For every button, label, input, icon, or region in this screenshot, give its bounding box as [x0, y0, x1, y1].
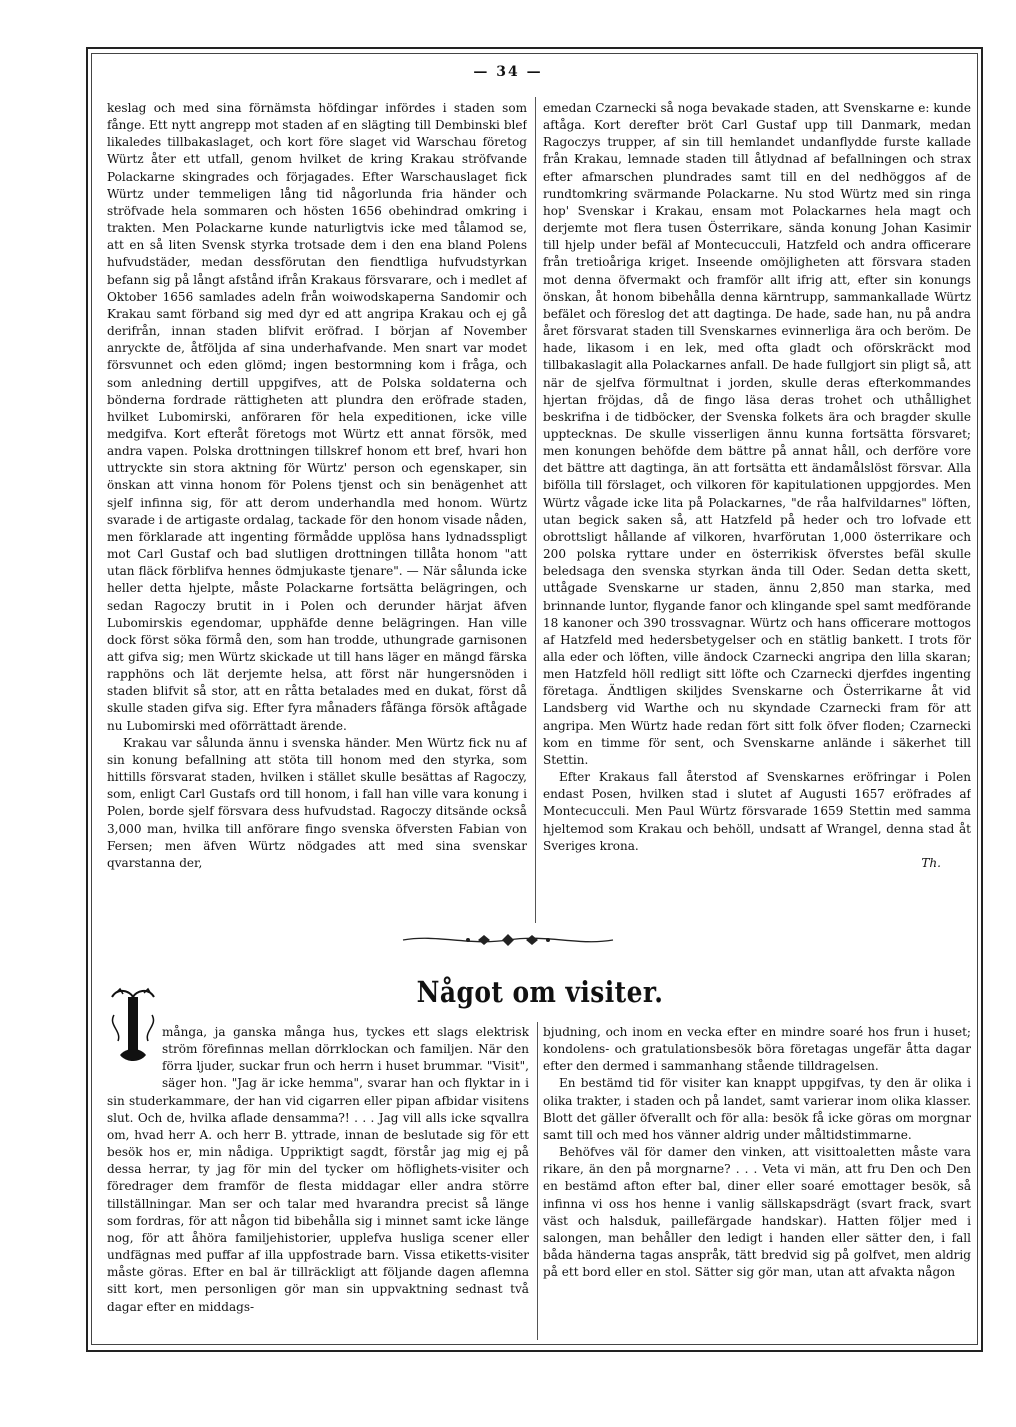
- article2-right-paragraph: En bestämd tid för visiter kan knappt uppgifvas, ty den är olika i olika trakter, i staden och på landet, samt varierar inom olika klasser. Blott det gäller öfverallt och för alla: besök få icke göras om morgnar samt till och med hos vänner aldrig under måltidstimmarne.: [543, 1076, 971, 1142]
- article1-left-paragraph: Krakau var sålunda ännu i svenska händer. Men Würtz fick nu af sin konung befallning att stöta till honom med den styrka, som hittills försvarat staden, hvilken i stället skulle besättas af Ragoczy, som, enligt Carl Gustafs ord till honom, i fall han ville vara konung i Polen, borde sjelf försvara dess hufvudstad. Ragoczy ditsände också 3,000 man, hvilka till anförare fingo svenska öfversten Fabian von Fersen; men äfven Würtz nödgades att med sina svenskar qvarstanna der,: [107, 735, 527, 870]
- article1-right-column: [543, 100, 971, 923]
- article1-left-paragraph: keslag och med sina förnämsta höfdingar infördes i staden som fånge. Ett nytt angrepp mot staden af en slägting till Dembinski blef likaledes tillbakaslaget, och kort före slaget vid Warschau företog Würtz åter ett utfall, genom hvilket de kring Krakau ströfvande Polackarne skingrades och förjagades. Efter Warschauslaget fick Würtz under temmeligen lång tid någorlunda fria händer och ströfvade hela sommaren och hösten 1656 obehindrad omkring i trakten. Men Polackarne kunde naturligtvis icke med tålamod se, att en så liten Svensk styrka trotsade dem i den ena bland Polens hufvudstäder, medan dessförutan den fiendtliga hufvudstyrkan befann sig på långt afstånd ifrån Krakaus försvarare, och i medlet af Oktober 1656 samlades adeln från woiwodskaperna Sandomir och Krakau samt förband sig med dyr ed att angripa Krakau och ej gå derifrån, innan staden blifvit eröfrad. I början af November anryckte de, åtföljda af sina underhafvande. Men snart var modet försvunnet och eden glömd; ingen bestormning kom i fråga, och som anledning dertill uppgifves, att de Polska soldaterna och bönderna fordrade rättigheten att plundra den eröfrade staden, hvilket Lubomirski, anföraren för hela expeditionen, icke ville medgifva. Kort efteråt företogs mot Würtz ett annat försök, med andra vapen. Polska drottningen tillskref honom ett bref, hvari hon uttryckte sin stora aktning för Würtz' person och egenskaper, sin önskan att vinna honom för Polens tjenst och sin benägenhet att sjelf infinna sig, för att derom underhandla med honom. Würtz svarade i de artigaste ordalag, tackade för den honom visade nåden, men förklarade att ingenting förmådde upplösa hans lydnadsspligt mot Carl Gustaf och bad slutligen drottningen tillåta honom "att utan fläck förblifva hennes ödmjukaste tjenare". — När sålunda icke heller detta hjelpte, måste Polackarne fortsätta belägringen, och sedan Ragoczy brutit in i Polen och derunder härjat äfven Lubomirskis egendomar, upphäfde denne belägringen. Han ville dock först söka förmå den, som han trodde, uthungrade garnisonen att gifva sig; men Würtz skickade ut till hans läger en mängd färska rapphöns och lät derjemte helsa, att först när hungersnöden i staden blifvit så stor, att en råtta betalades med en dukat, först då skulle staden gifva sig. Efter fyra månaders fåfänga försök aftågade nu Lubomirski med oförrättadt ärende.: [107, 101, 527, 733]
- article2-left-paragraph: många, ja ganska många hus, tyckes ett slags elektrisk ström förefinnas mellan dörrklockan och familjen. När den förra ljuder, suckar frun och herrn i huset brummar. "Visit", säger hon. "Jag är icke hemma", svarar han och flyktar in i sin studerkammare, der han vid cigarren eller pipan afbidar visitens slut. Och de, hvilka aflade densamma?! . . . Jag vill alls icke sqvallra om, hvad herr A. och herr B. yttrade, innan de beslutade sig för ett besök hos er, min nådiga. Uppriktigt sagdt, förstår jag mig ej på dessa herrar, ty jag för min del tycker om höflighets-visiter och föredrager dem framför de flesta middagar eller andra större tillställningar. Man ser och talar med hvarandra precist så länge som fordras, för att någon tid bibehålla sig i minnet samt icke länge nog, för att åhöra familjehistorier, upplefva husliga scener eller undfägnas med puffar af illa uppfostrade barn. Vissa etiketts-visiter måste göras. Efter en bal är tillräckligt att följande dagen aflemna sitt kort, men personligen gör man sin uppvaktning sednast två dagar efter en middags-: [107, 1025, 529, 1314]
- article2-title: Något om visiter.: [416, 975, 664, 1009]
- article2-left-column: [107, 1024, 529, 1340]
- article2-right-paragraph: bjudning, och inom en vecka efter en mindre soaré hos frun i huset; kondolens- och gratulationsbesök böra företagas ungefär åtta dagar efter den dermed i sammanhang stående tilldragelsen.: [543, 1025, 971, 1074]
- article2-right-column: [543, 1024, 971, 1340]
- article1-left-column: [107, 100, 527, 923]
- column-divider: [537, 1022, 538, 1340]
- ornament-divider-icon: [0, 930, 1016, 954]
- page-number: — 34 —: [473, 64, 543, 80]
- column-divider: [535, 97, 536, 923]
- signature: Th.: [921, 855, 941, 870]
- article2-right-paragraph: Behöfves väl för damer den vinken, att visittoaletten måste vara rikare, än den på morgnarne? . . . Veta vi män, att fru Den och Den en bestämd afton efter bal, diner eller soaré emottager besök, så infinna vi oss hos henne i vanlig sällskapsdrägt (svart frack, svart väst och halsduk, paillefärgade handskar). Hatten följer med i salongen, man behåller den ledigt i handen eller sätter den, i fall båda händerna tagas anspråk, tätt bredvid sig på golfvet, men aldrig på ett bord eller en stol. Sätter sig gör man, utan att afvakta någon: [543, 1145, 971, 1280]
- dropcap-spacer: [107, 1024, 162, 1090]
- article1-right-paragraph: Efter Krakaus fall återstod af Svenskarnes eröfringar i Polen endast Posen, hvilken stad i slutet af Augusti 1657 eröfrades af Montecucculi. Men Paul Würtz försvarade 1659 Stettin med samma hjeltemod som Krakau och behöll, undsatt af Wrangel, denna stad åt Sveriges krona.: [543, 770, 971, 853]
- article1-right-paragraph: emedan Czarnecki så noga bevakade staden, att Svenskarne e: kunde aftåga. Kort derefter bröt Carl Gustaf upp till Danmark, medan Ragoczys trupper, af sin till hemlandet undanflydde furste kallade från Krakau, lemnade staden till åtlydnad af befallningen och strax efter afmarschen plundrades samt till en del nedhöggos af de rundtomkring svärmande Polackarne. Nu stod Würtz med sin ringa hop' Svenskar i Krakau, ensam mot Polackarnes hela magt och derjemte mot flera tusen Österrikare, sända konung Johan Kasimir till hjelp under befäl af Montecucculi, Hatzfeld och andra officerare från tretioåriga kriget. Inseende omöjligheten att försvara staden mot denna öfvermakt och framför allt ifrig att, efter sin konungs önskan, åt honom bibehålla denna kärntrupp, sammankallade Würtz befälet och föreslog det att dagtinga. De hade, sade han, nu på andra året försvarat staden till Svenskarnes evinnerliga ära och beröm. De hade, likasom i en lek, med ofta gladt och oförskräckt mod tillbakaslagit alla Polackarnes anfall. De hade fullgjort sin pligt så, att när de sjelfva förmultnat i jorden, skulle deras efterkommandes hjertan fröjdas, då de fingo läsa deras trohet och uthållighet beskrifna i de tidböcker, der Svenska folkets ära och bragder skulle upptecknas. De skulle visserligen ännu kunna fortsätta försvaret; men konungen behöfde dem bättre på annat håll, och derföre vore det bättre att dagtinga, än att fortsätta ett ändamålslöst försvar. Alla bifölla till förslaget, och vilkoren för kapitulationen uppgjordes. Men Würtz vågade icke lita på Polackarnes, "de råa halfvildarnes" löften, utan begick saken så, att Hatzfeld på heder och tro lofvade ett obrottsligt hållande af vilkoren, hvarförutan 1,000 österrikare och 200 polska ryttare under en österrikisk öfverstes befäl skulle beledsaga den svenska styrkan ända till Oder. Sedan detta skett, uttågade Svenskarne ur staden, ännu 2,850 man starka, med brinnande luntor, flygande fanor och klingande spel samt medförande 18 kanoner och 390 trossvagnar. Würtz och hans officerare mottogos af Hatzfeld med hedersbetygelser och en stätlig bankett. I trots för alla eder och löften, ville ändock Czarnecki angripa den lilla skaran; men Hatzfeld höll redligt sitt löfte och Czarnecki djerfdes ingenting företaga. Ändtligen skiljdes Svenskarne och Österrikarne åt vid Landsberg vid Warthe och nu skyndade Czarnecki fram för att angripa. Men Würtz hade redan fört sitt folk öfver floden; Czarnecki kom en timme för sent, och Svenskarne anlände i säkerhet till Stettin.: [543, 101, 971, 767]
